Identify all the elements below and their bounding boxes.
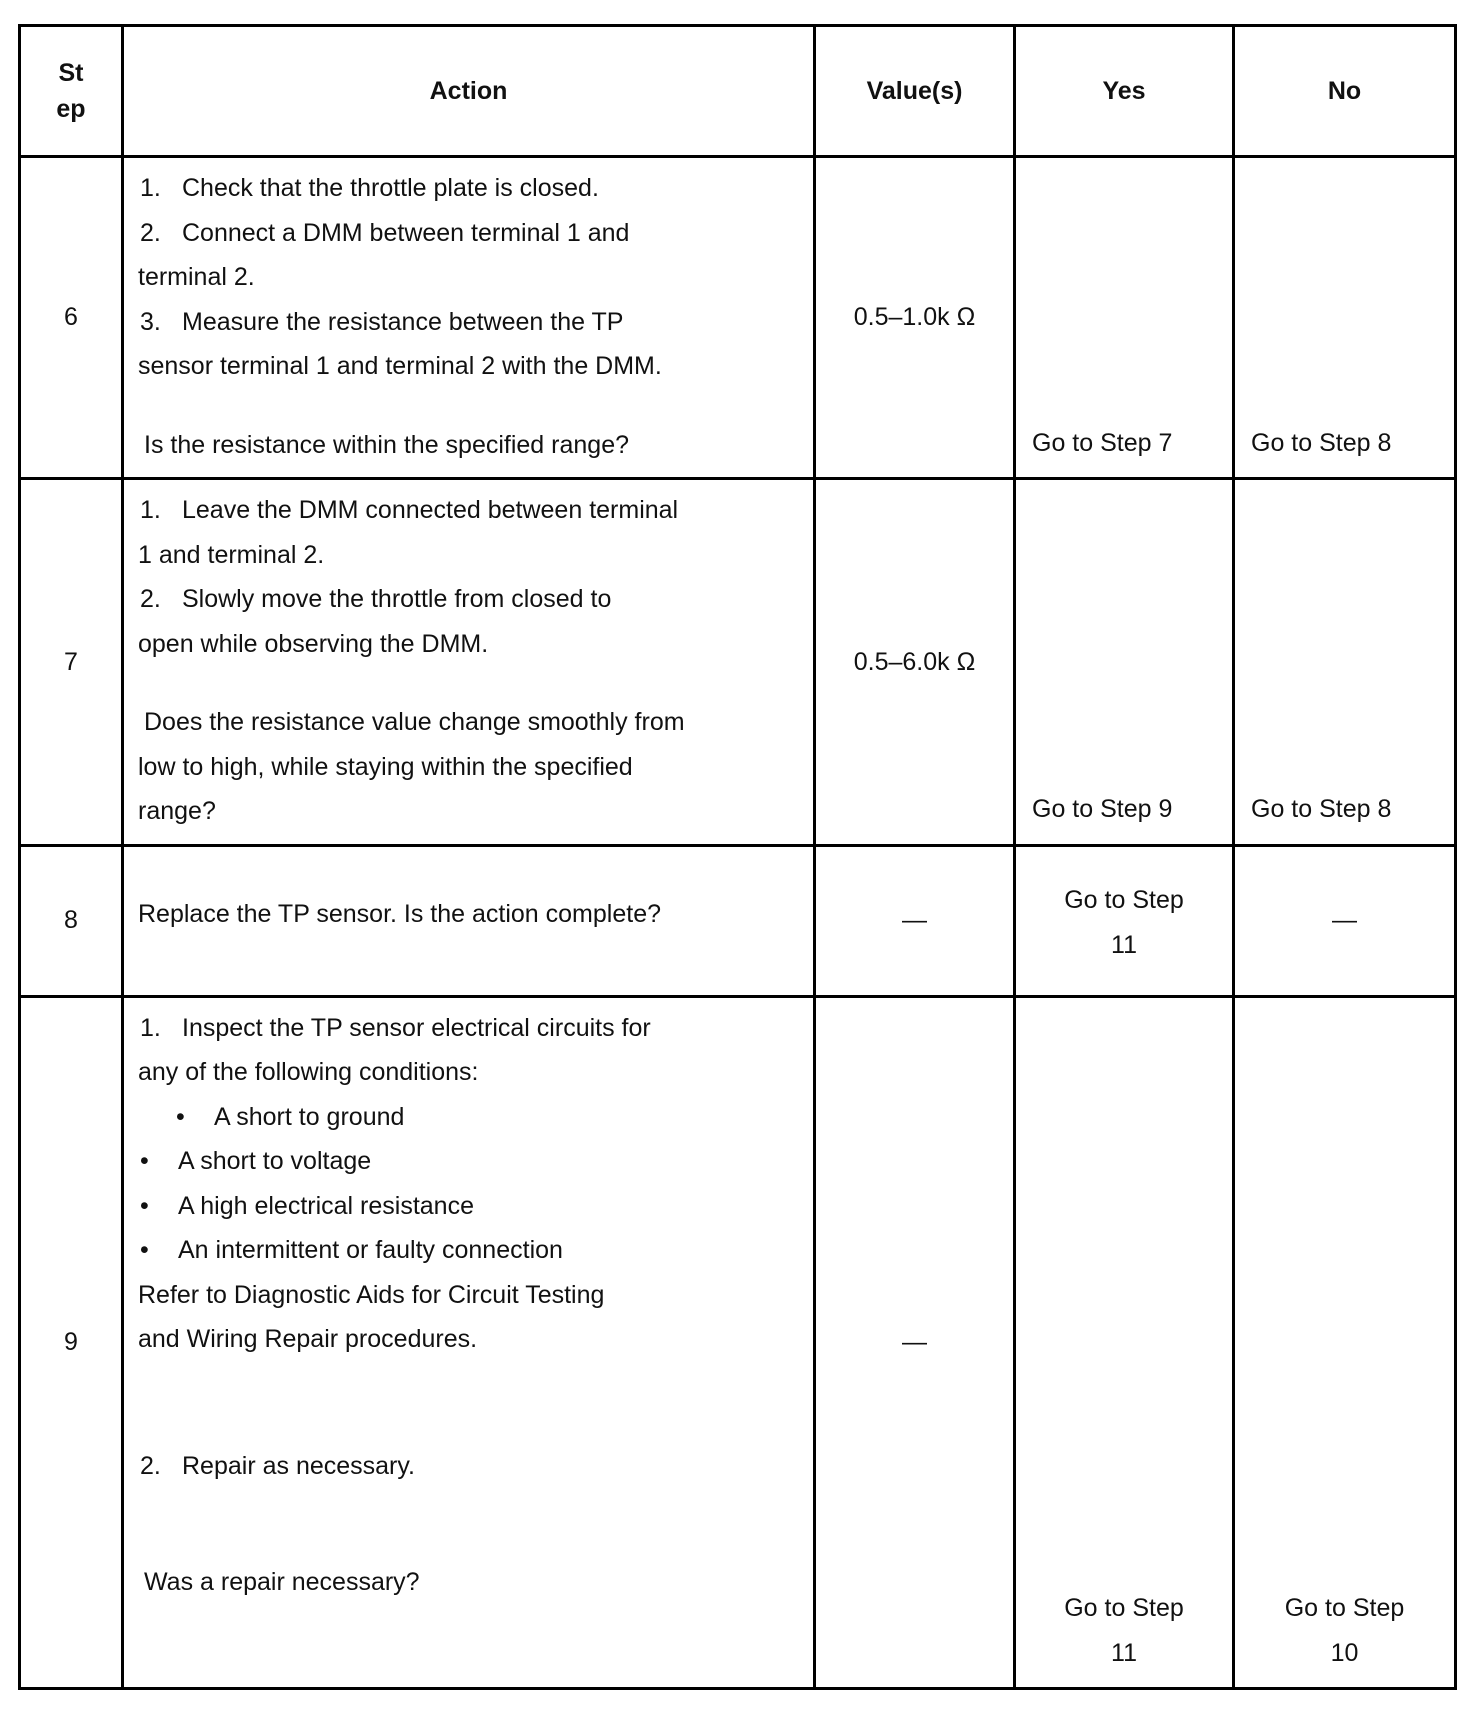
header-values: Value(s) [815, 26, 1015, 157]
step-number: 7 [20, 479, 123, 846]
no-target: — [1234, 845, 1456, 996]
action-cell: 1. Leave the DMM connected between terminal 1 and terminal 2. 2. Slowly move the throttle from closed to open while observing the DMM. Does the resistance value change smoothly from low to high, while staying within the specified range? [123, 479, 815, 846]
action-question: Does the resistance value change smoothly from [144, 708, 685, 736]
no-target: Go to Step 8 [1234, 157, 1456, 479]
header-no: No [1234, 26, 1456, 157]
value-range: — [815, 845, 1015, 996]
header-step: St ep [20, 26, 123, 157]
table-row [20, 479, 1456, 846]
header-action: Action [123, 26, 815, 157]
yes-target: Go to Step 11 [1015, 996, 1234, 1689]
yes-target: Go to Step 11 [1015, 845, 1234, 996]
value-range: 0.5–6.0k Ω [815, 479, 1015, 846]
step-number: 9 [20, 996, 123, 1689]
yes-target: Go to Step 9 [1015, 479, 1234, 846]
action-cell: 1. Inspect the TP sensor electrical circuits for any of the following conditions: • A short to ground • A short to voltage • A high electrical resistance • An intermittent or faulty connection Refer to Diagnostic Aids for Circuit Testing and Wiring Repair procedures. 2. Repair as necessary. Was a repair necessary? [123, 996, 815, 1689]
value-range: 0.5–1.0k Ω [815, 157, 1015, 479]
no-target: Go to Step 10 [1234, 996, 1456, 1689]
header-yes: Yes [1015, 26, 1234, 157]
action-question: Is the resistance within the specified range? [144, 430, 629, 459]
list-item: • A short to voltage [140, 1147, 372, 1175]
list-item: • An intermittent or faulty connection [140, 1236, 563, 1264]
list-item: • A short to ground [176, 1102, 405, 1131]
step-number: 6 [20, 157, 123, 479]
table-row [20, 845, 1456, 996]
no-target: Go to Step 8 [1234, 479, 1456, 846]
action-cell: 1. Check that the throttle plate is closed. 2. Connect a DMM between terminal 1 and terminal 2. 3. Measure the resistance between the TP sensor terminal 1 and terminal 2 with the DMM. Is the resistance within the specified range? [123, 157, 815, 479]
table-row [20, 996, 1456, 1689]
step-number: 8 [20, 845, 123, 996]
diagnostic-table [18, 24, 1457, 1690]
action-cell: Replace the TP sensor. Is the action complete? [123, 845, 815, 996]
value-range: — [815, 996, 1015, 1689]
table-row [20, 157, 1456, 479]
header-row [20, 26, 1456, 157]
yes-target: Go to Step 7 [1015, 157, 1234, 479]
action-question: Was a repair necessary? [144, 1568, 420, 1596]
list-item: • A high electrical resistance [140, 1191, 474, 1220]
